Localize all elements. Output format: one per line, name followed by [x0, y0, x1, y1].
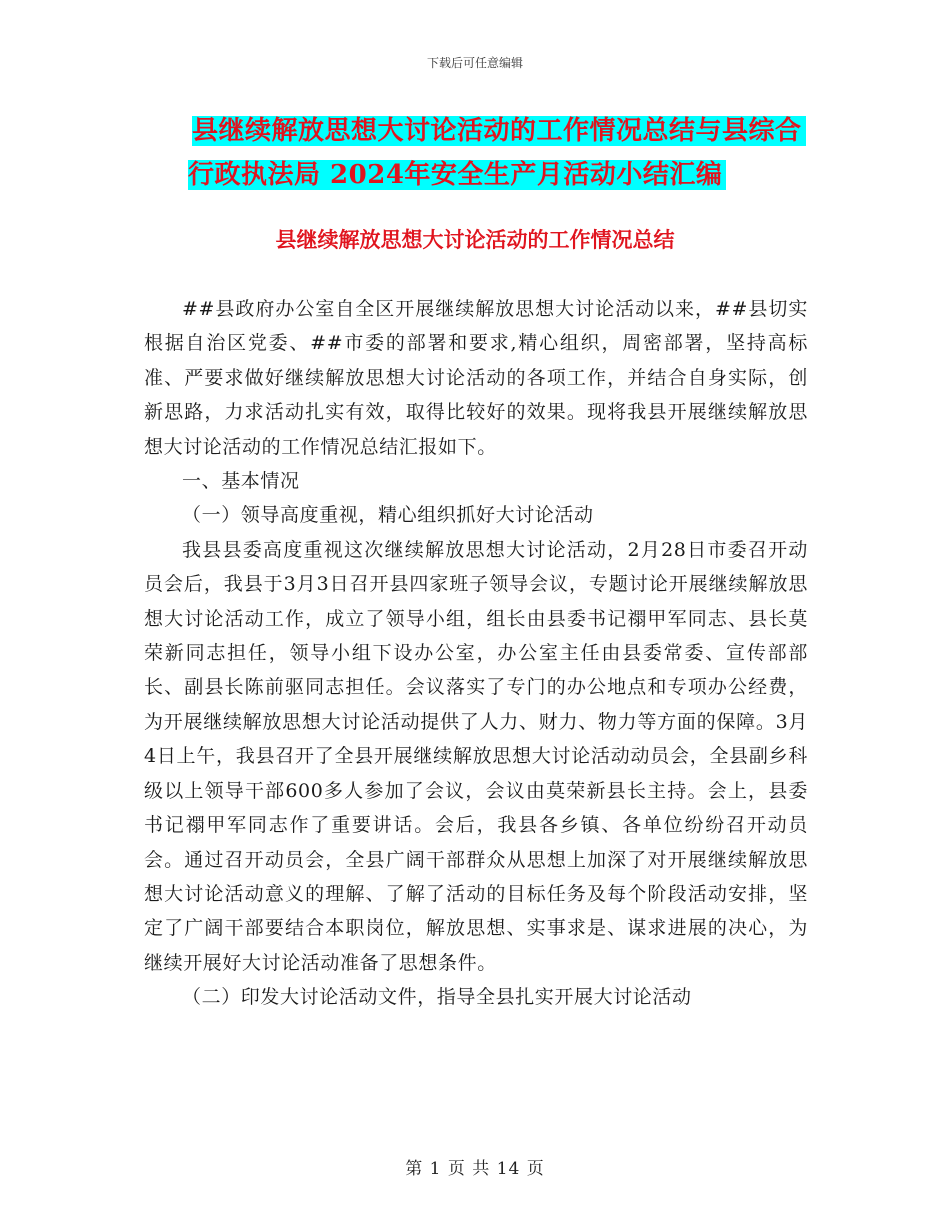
heading-basic-situation: 一、基本情况: [182, 470, 300, 493]
subheading-1: （一）领导高度重视，精心组织抓好大讨论活动: [182, 504, 594, 527]
page-number: 第 1 页 共 14 页: [405, 1159, 545, 1179]
paragraph-intro: ##县政府办公室自全区开展继续解放思想大讨论活动以来，##县切实根据自治区党委、##市委的部署和要求,精心组织，周密部署，坚持高标准、严要求做好继续解放思想大讨论活动的各项工作，并结合自身实际，创新思路，力求活动扎实有效，取得比较好的效果。现将我县开展继续解放思想大讨论活动的工作情况总结汇报如下。: [144, 298, 808, 458]
document-title-line-2-text: 行政执法局 2024年安全生产月活动小结汇编: [188, 160, 726, 190]
document-body: [144, 292, 808, 1015]
paragraph-leadership: 我县县委高度重视这次继续解放思想大讨论活动，2月28日市委召开动员会后，我县于3月3日召开县四家班子领导会议，专题讨论开展继续解放思想大讨论活动工作，成立了领导小组，组长由县委书记禤甲军同志、县长莫荣新同志担任，领导小组下设办公室，办公室主任由县委常委、宣传部部长、副县长陈前驱同志担任。会议落实了专门的办公地点和专项办公经费，为开展继续解放思想大讨论活动提供了人力、财力、物力等方面的保障。3月4日上午，我县召开了全县开展继续解放思想大讨论活动动员会，全县副乡科级以上领导干部600多人参加了会议，会议由莫荣新县长主持。会上，县委书记禤甲军同志作了重要讲话。会后，我县各乡镇、各单位纷纷召开动员会。通过召开动员会，全县广阔干部群众从思想上加深了对开展继续解放思想大讨论活动意义的理解、了解了活动的目标任务及每个阶段活动安排，坚定了广阔干部要结合本职岗位，解放思想、实事求是、谋求进展的决心，为继续开展好大讨论活动准备了思想条件。: [144, 538, 808, 974]
document-title-line-1-text: 县继续解放思想大讨论活动的工作情况总结与县综合: [192, 116, 806, 146]
document-title-line-2: [188, 152, 726, 198]
header-note: 下载后可任意编辑: [426, 56, 523, 70]
document-title-line-1: [192, 108, 806, 154]
subheading-2: （二）印发大讨论活动文件，指导全县扎实开展大讨论活动: [182, 986, 692, 1009]
section-title: 县继续解放思想大讨论活动的工作情况总结: [275, 227, 675, 252]
